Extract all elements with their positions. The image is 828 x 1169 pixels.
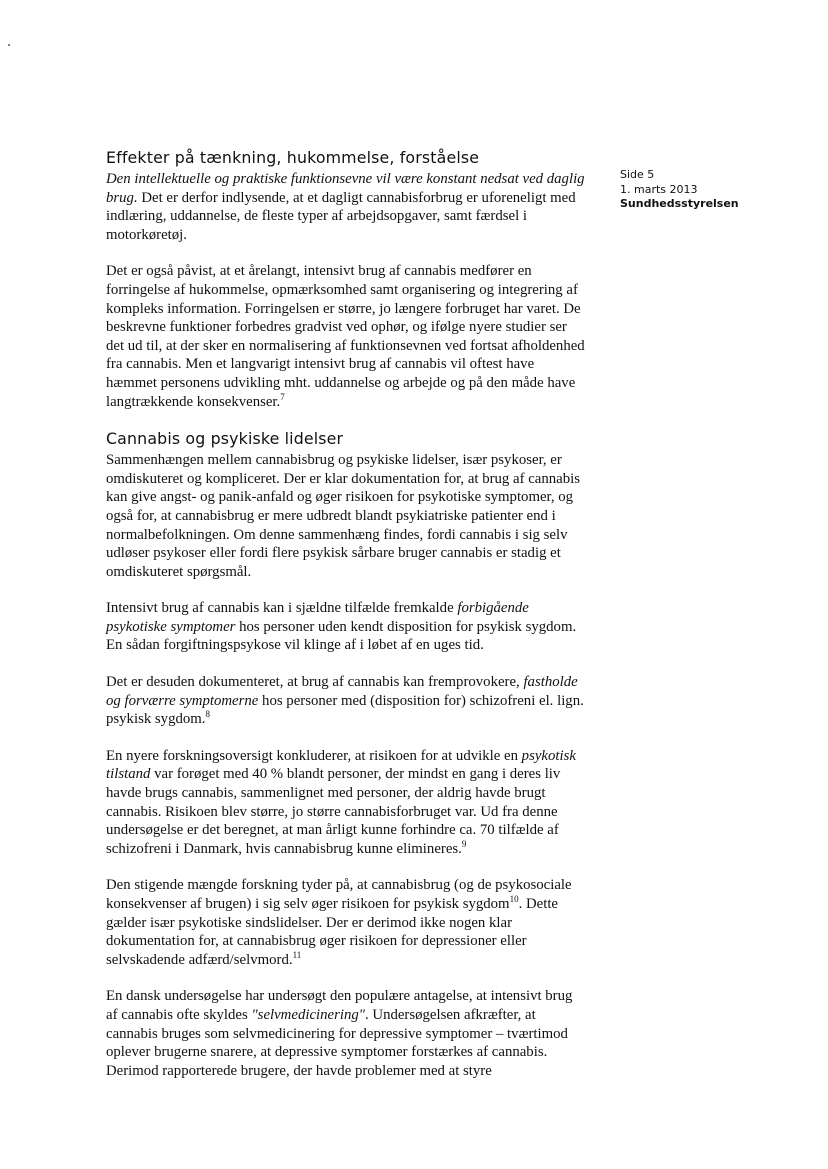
paragraph: [106, 451, 586, 581]
emphasis: Den intellektuelle og praktiske funktionsevne vil være konstant nedsat ved daglig brug.: [106, 171, 585, 206]
page-number: Side 5: [620, 168, 655, 181]
paragraph: [106, 876, 586, 969]
paragraph-text: En dansk undersøgelse har undersøgt den populære antagelse, at intensivt brug af cannabis ofte skyldes: [106, 988, 573, 1023]
footnote-ref: 8: [205, 709, 210, 720]
footnote-ref: 9: [461, 838, 467, 849]
paragraph-text: Det er desuden dokumenteret, at brug af cannabis kan fremprovokere,: [106, 674, 524, 691]
section-heading-psychiatric: Cannabis og psykiske lidelser: [106, 429, 344, 449]
emphasis: "selvmedicinering": [251, 1006, 365, 1023]
footnote-ref: 10: [509, 894, 519, 905]
paragraph: [106, 747, 586, 859]
paragraph: [106, 673, 586, 729]
document-date: 1. marts 2013: [620, 182, 698, 196]
organization-name: Sundhedsstyrelsen: [620, 197, 739, 211]
footnote-ref: 7: [280, 391, 285, 402]
paragraph-text: Intensivt brug af cannabis kan i sjældne tilfælde fremkalde: [106, 600, 458, 617]
paragraph: [106, 599, 586, 655]
paragraph-text: Den stigende mængde forskning tyder på, at cannabisbrug (og de psykosociale konsekvenser af brugen) i sig selv øger risikoen for psykisk sygdom: [106, 877, 572, 912]
paragraph: [106, 170, 586, 244]
main-text: [106, 148, 586, 1098]
paragraph-text: En nyere forskningsoversigt konkluderer, at risikoen for at udvikle en: [106, 747, 522, 764]
paragraph-text: . Dette gælder især psykotiske sindslidelser. Der er derimod ikke nogen klar dokumentation for, at cannabisbrug øger risikoen for depressioner eller selvskadende adfærd/selvmord.: [106, 896, 559, 968]
page-sidebar: [620, 168, 739, 212]
emphasis: psykotisk tilstand: [106, 747, 576, 783]
paragraph-text: hos personer med (disposition for) schizofreni el. lign. psykisk sygdom.: [106, 692, 584, 728]
paragraph-text: hos personer uden kendt disposition for psykisk sygdom. En sådan forgiftningspsykose vil klinge af i løbet af en uges tid.: [106, 618, 577, 654]
paragraph: [106, 262, 586, 411]
section-heading-cognition: Effekter på tænkning, hukommelse, forståelse: [106, 148, 480, 167]
paragraph-text: var forøget med 40 % blandt personer, der mindst en gang i deres liv havde brugs cannabis, sammenlignet med personer, der aldrig havde brugt cannabis. Risikoen blev større, jo større cannabisforbruget var. Ud fra denne undersøgelse er det beregnet, at man årligt kunne forhindre ca. 70 tilfælde af schizofreni i Danmark, hvis cannabisbrug kunne elimineres.: [106, 766, 561, 857]
emphasis: fastholde og forværre symptomerne: [106, 674, 578, 709]
paragraph-text: Det er derfor indlysende, at et dagligt cannabisforbrug er uforeneligt med indlæring, uddannelse, de fleste typer af arbejdsopgaver, samt færdsel i motorkøretøj.: [106, 189, 576, 243]
scan-speck: [8, 44, 10, 46]
footnote-ref: 11: [292, 949, 302, 960]
paragraph-text: Det er også påvist, at et årelangt, intensivt brug af cannabis medfører en forringelse af hukommelse, opmærksomhed samt organisering og integrering af kompleks information. Forringelsen er større, jo længere forbruget har varet. De beskrevne funktioner forbedres gradvist ved ophør, og ifølge nyere studier ser det ud til, at der sker en normalisering af funktionsevnen ved fortsat afholdenhed fra cannabis. Men et langvarigt intensivt brug af cannabis vil oftest have hæmmet personens udvikling mht. uddannelse og arbejde og på den måde have langtrækkende konsekvenser.: [106, 263, 585, 410]
paragraph: [106, 987, 586, 1080]
paragraph-text: . Undersøgelsen afkræfter, at cannabis bruges som selvmedicinering for depressive symptomer – tværtimod oplever brugerne snarere, at depressive symptomer forstærkes af cannabis. Derimod rapporterede brugere, der havde problemer med at styre: [106, 1006, 568, 1079]
paragraph-text: Sammenhængen mellem cannabisbrug og psykiske lidelser, især psykoser, er omdiskuteret og kompliceret. Der er klar dokumentation for, at brug af cannabis kan give angst- og panik-anfald og øger risikoen for psykotiske symptomer, og også for, at cannabisbrug er mere udbredt blandt psykiatriske patienter end i normalbefolkningen. Om denne sammenhæng findes, fordi cannabis i sig selv udløser psykoser eller fordi flere psykisk sårbare bruger cannabis er stadig et omdiskuteret spørgsmål.: [106, 452, 580, 580]
emphasis: forbigående psykotiske symptomer: [106, 600, 529, 635]
